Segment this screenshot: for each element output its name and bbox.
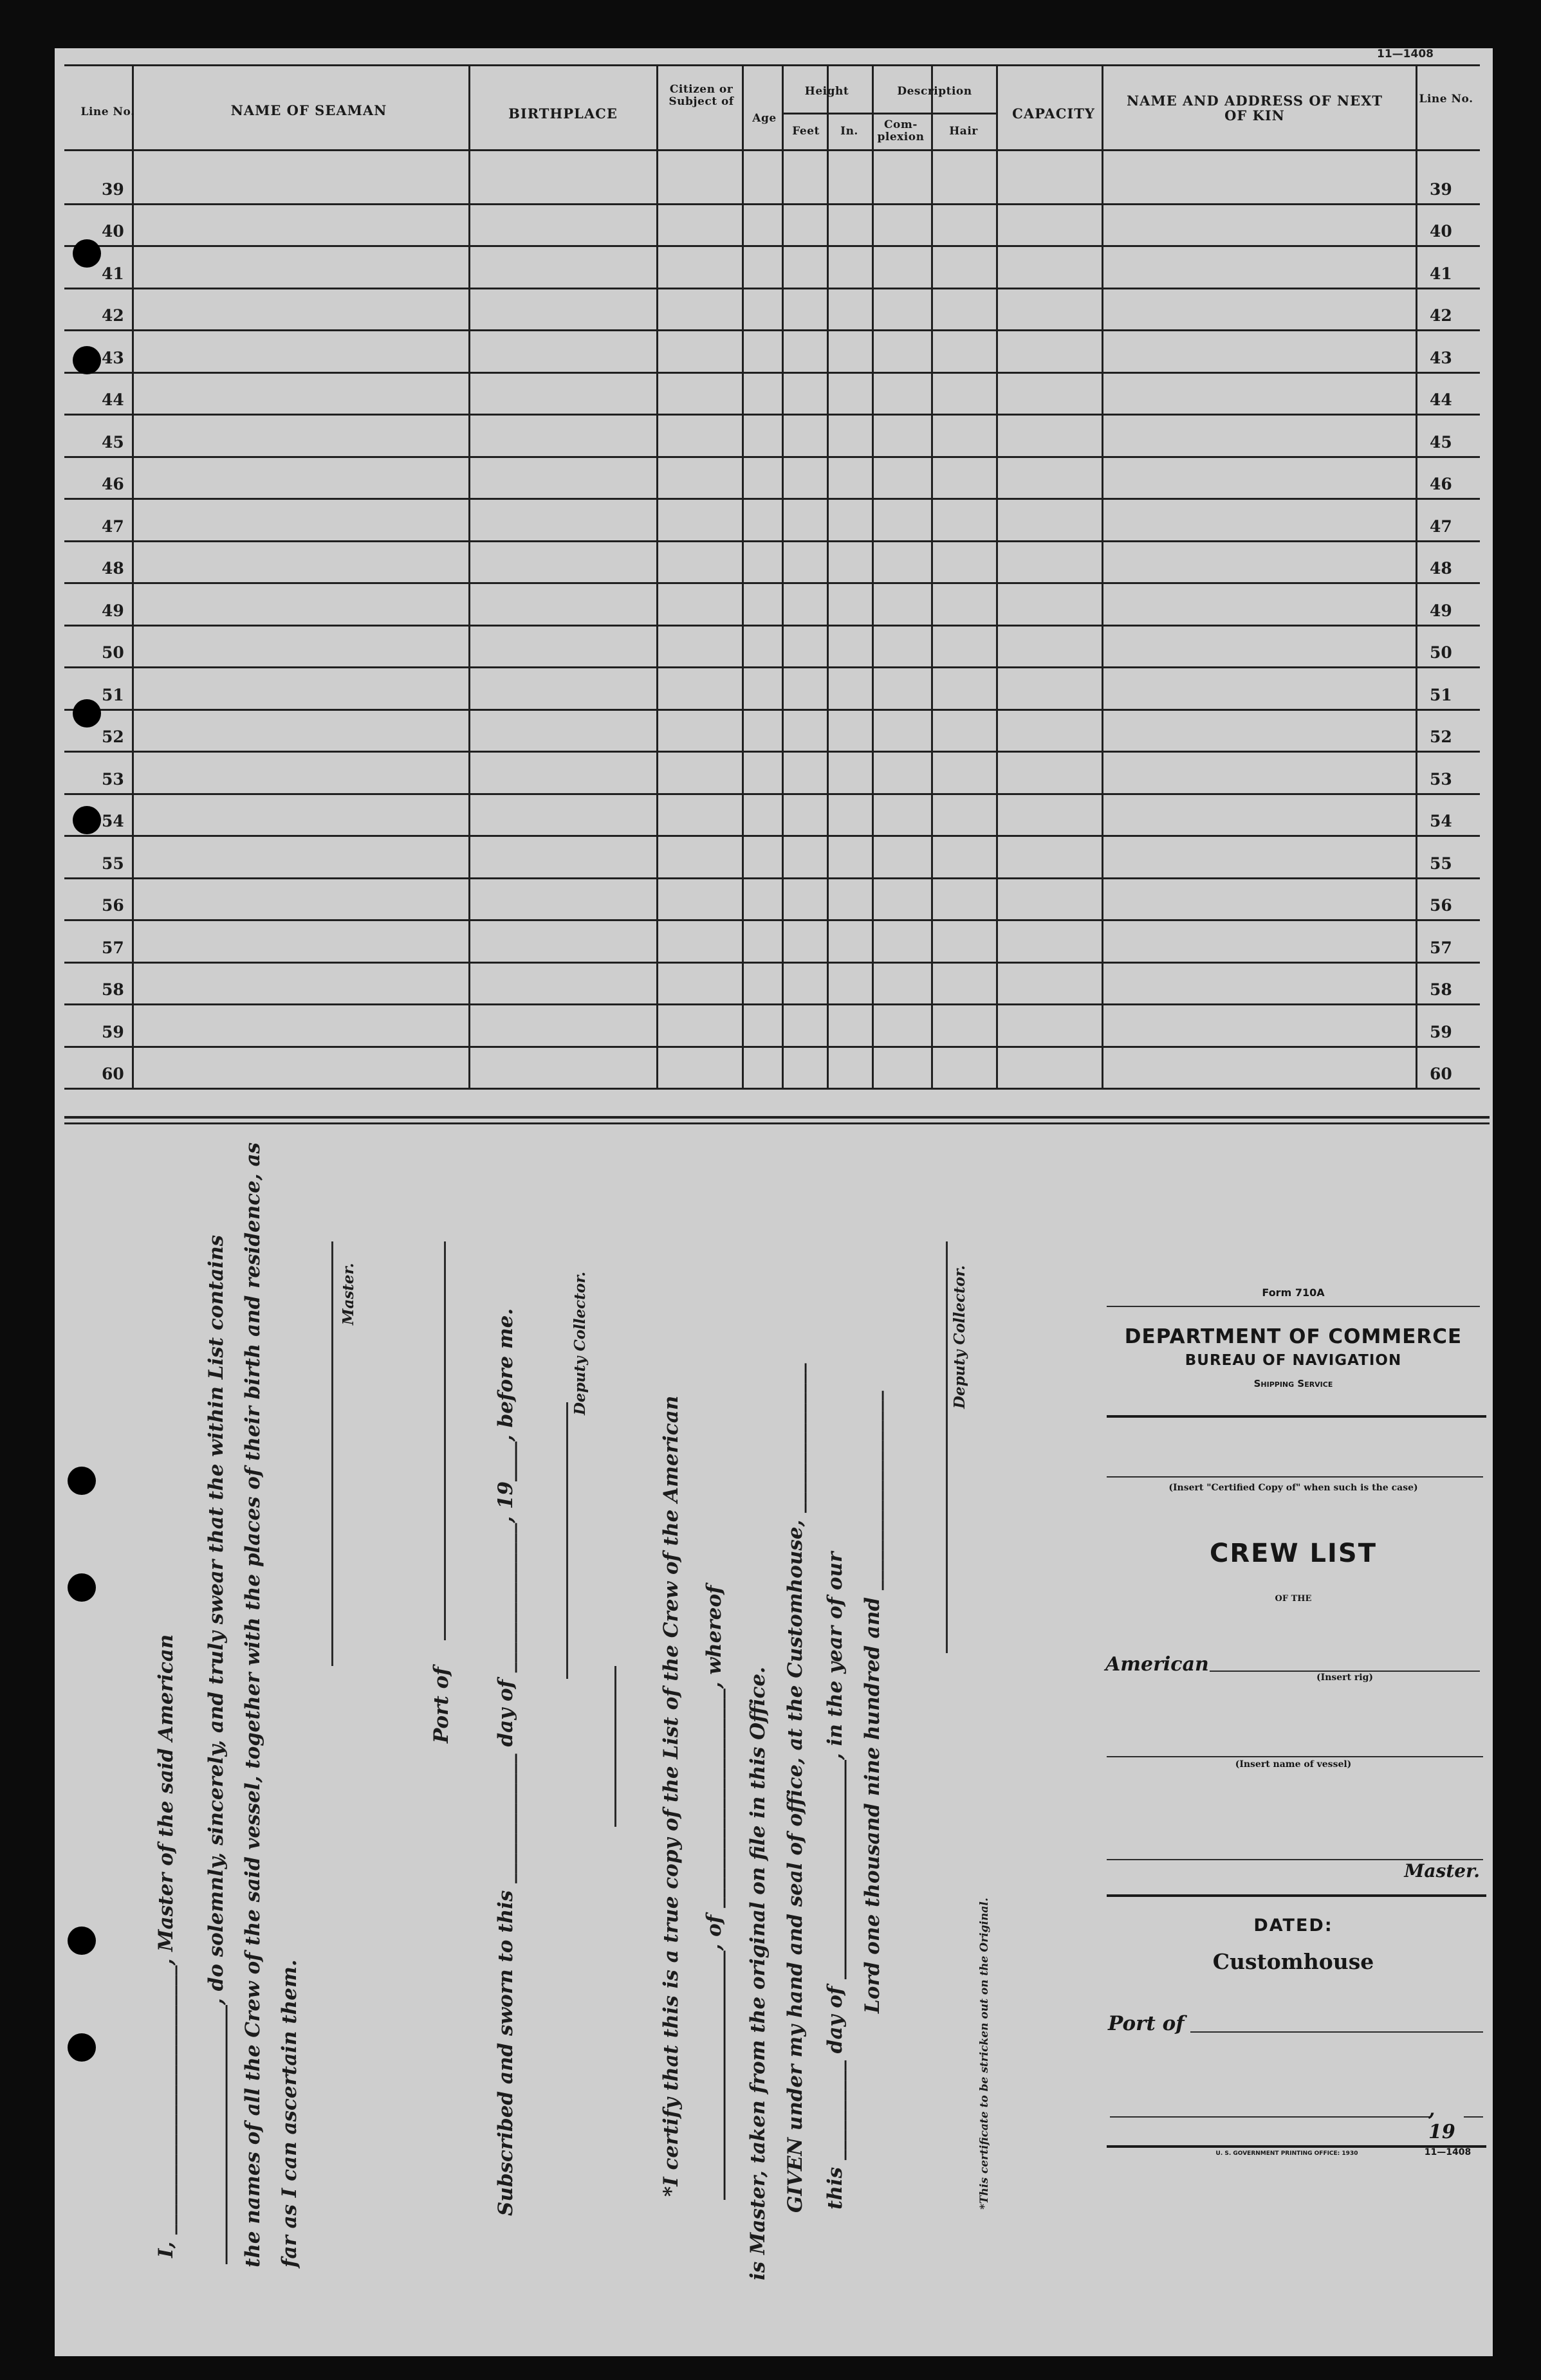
- cover-bureau: BUREAU OF NAVIGATION: [1185, 1352, 1402, 1369]
- certificate-line-5: this __________ day of ______________________, in the year of our: [824, 1552, 847, 2210]
- row-number-right: 44: [1430, 390, 1452, 409]
- cover-crew-list: CREW LIST: [1210, 1539, 1377, 1568]
- cover-insert-certified: (Insert "Certified Copy of" when such is the case): [1168, 1483, 1418, 1493]
- cover-rig-line: [1210, 1671, 1480, 1672]
- cover-date-line: [1110, 2116, 1432, 2118]
- cover-year: , 19: [1428, 2098, 1455, 2143]
- row-rule: [64, 666, 1480, 668]
- grid-line: [782, 64, 784, 1088]
- row-number-right: 47: [1430, 517, 1452, 536]
- row-number-right: 60: [1430, 1065, 1452, 1083]
- row-number-right: 51: [1430, 686, 1452, 704]
- row-rule: [64, 625, 1480, 627]
- sub-header-rule: [872, 113, 996, 114]
- row-number: 47: [102, 517, 124, 536]
- row-rule: [64, 962, 1480, 964]
- punch-hole: [73, 806, 101, 834]
- row-rule: [64, 793, 1480, 795]
- punch-hole: [73, 699, 101, 728]
- column-rule: [132, 64, 134, 1088]
- row-number-right: 49: [1430, 601, 1452, 620]
- column-rule: [1416, 64, 1417, 1088]
- cover-rule: [1107, 1894, 1486, 1897]
- punch-hole: [68, 1467, 96, 1495]
- row-rule: [64, 540, 1480, 542]
- separator-line: [614, 1666, 616, 1827]
- certificate-deputy-collector: Deputy Collector.: [951, 1265, 968, 1409]
- row-rule: [64, 835, 1480, 837]
- header-complexion: Com-plexion: [877, 118, 925, 143]
- row-number-right: 50: [1430, 643, 1452, 662]
- row-number: 52: [102, 728, 124, 746]
- punch-hole: [68, 2033, 96, 2062]
- row-number: 43: [102, 349, 124, 367]
- header-age: Age: [752, 112, 777, 125]
- row-number: 40: [102, 222, 124, 241]
- column-rule: [827, 64, 829, 1088]
- row-rule: [64, 877, 1480, 879]
- master-label: Master.: [340, 1263, 357, 1325]
- row-number-right: 48: [1430, 559, 1452, 578]
- cover-year-line: [1464, 2116, 1483, 2118]
- cover-printing-office: U. S. GOVERNMENT PRINTING OFFICE: 1930: [1215, 2150, 1358, 2157]
- row-number: 57: [102, 938, 124, 957]
- column-rule: [1102, 64, 1103, 1088]
- oath-line-3: the names of all the Crew of the said vessel, together with the places of their birth and residence, as: [241, 1142, 264, 2267]
- row-number-right: 53: [1430, 770, 1452, 789]
- header-inches: In.: [840, 125, 858, 138]
- column-rule: [872, 64, 874, 1088]
- cover-port-line: [1190, 2031, 1483, 2033]
- header-line-no: Line No.: [80, 105, 135, 118]
- cover-form-number-bottom: 11—1408: [1424, 2147, 1472, 2157]
- row-rule: [64, 329, 1480, 331]
- row-rule: [64, 751, 1480, 753]
- cover-port-of: Port of: [1108, 2012, 1185, 2035]
- row-number: 50: [102, 643, 124, 662]
- port-of-line: [444, 1241, 446, 1640]
- cover-insert-vessel: (Insert name of vessel): [1235, 1759, 1352, 1770]
- row-number-right: 43: [1430, 349, 1452, 367]
- row-number-right: 39: [1430, 180, 1452, 199]
- row-number: 39: [102, 180, 124, 199]
- row-rule: [64, 203, 1480, 205]
- cover-american: American: [1105, 1653, 1209, 1676]
- certificate-line-2: _________________________, of ______________________, whereof: [703, 1585, 726, 2200]
- row-number: 44: [102, 390, 124, 409]
- table-bottom-rule: [64, 1122, 1490, 1124]
- column-rule: [468, 64, 470, 1088]
- row-number-right: 52: [1430, 728, 1452, 746]
- header-birthplace: BIRTHPLACE: [508, 105, 618, 122]
- header-next-of-kin: NAME AND ADDRESS OF NEXT OF KIN: [1126, 93, 1383, 124]
- column-rule: [656, 64, 658, 1088]
- header-line-no-right: Line No.: [1419, 93, 1473, 105]
- column-rule: [931, 64, 933, 1088]
- certificate-footnote: *This certificate to be stricken out on the Original.: [978, 1898, 991, 2210]
- row-rule: [64, 582, 1480, 584]
- cover-department: DEPARTMENT OF COMMERCE: [1124, 1325, 1463, 1348]
- row-rule: [64, 1046, 1480, 1048]
- table-bottom-rule: [64, 1116, 1490, 1119]
- row-number-right: 55: [1430, 854, 1452, 873]
- row-number-right: 54: [1430, 812, 1452, 830]
- oath-line-1: I, ___________________________, Master of the said American: [154, 1634, 178, 2258]
- cover-master: Master.: [1404, 1860, 1480, 1881]
- form-sheet: [55, 48, 1493, 2356]
- cover-vessel-line: [1107, 1756, 1483, 1757]
- cover-dated: DATED:: [1253, 1916, 1333, 1936]
- row-number: 55: [102, 854, 124, 873]
- deputy-collector-line: [566, 1402, 568, 1679]
- header-feet: Feet: [792, 125, 820, 138]
- row-rule: [64, 372, 1480, 374]
- master-signature-line: [331, 1241, 333, 1666]
- cover-of-the: OF THE: [1275, 1594, 1312, 1604]
- row-rule: [64, 919, 1480, 921]
- row-number-right: 56: [1430, 896, 1452, 915]
- row-number: 53: [102, 770, 124, 789]
- punch-hole: [73, 239, 101, 268]
- row-number-right: 46: [1430, 475, 1452, 493]
- row-number: 51: [102, 686, 124, 704]
- row-number: 54: [102, 812, 124, 830]
- cover-insert-rig: (Insert rig): [1316, 1672, 1373, 1683]
- row-rule: [64, 288, 1480, 289]
- row-number: 41: [102, 264, 124, 283]
- row-number-right: 57: [1430, 938, 1452, 957]
- cover-rule: [1107, 1415, 1486, 1418]
- sub-header-rule: [782, 113, 872, 114]
- row-number: 48: [102, 559, 124, 578]
- punch-hole: [73, 346, 101, 374]
- certificate-line-4: GIVEN under my hand and seal of office, at the Customhouse, _______________: [784, 1363, 807, 2213]
- cover-service: Shipping Service: [1253, 1378, 1333, 1389]
- row-number-right: 41: [1430, 264, 1452, 283]
- deputy-collector-line-2: [946, 1241, 948, 1653]
- row-number: 60: [102, 1065, 124, 1083]
- row-rule: [64, 414, 1480, 416]
- cover-top-rule: [1107, 1306, 1480, 1307]
- table-top-rule: [64, 64, 1480, 66]
- row-number: 49: [102, 601, 124, 620]
- header-description: Description: [897, 85, 972, 98]
- row-rule: [64, 1003, 1480, 1005]
- row-rule: [64, 1088, 1480, 1090]
- row-rule: [64, 709, 1480, 711]
- oath-line-2: __________________________, do solemnly, sincerely, and truly swear that the within List contains: [205, 1234, 228, 2264]
- header-capacity: CAPACITY: [1012, 105, 1095, 122]
- header-height: Height: [804, 85, 849, 98]
- punch-hole: [68, 1573, 96, 1602]
- row-number: 56: [102, 896, 124, 915]
- certificate-line-6: Lord one thousand nine hundred and ____________________: [861, 1391, 884, 2013]
- oath-subscribed: Subscribed and sworn to this _____________ day of _______________, 19____, before me.: [494, 1308, 517, 2216]
- certificate-line-3: is Master, taken from the original on file in this Office.: [746, 1667, 770, 2280]
- cover-customhouse: Customhouse: [1212, 1949, 1374, 1974]
- row-number: 59: [102, 1023, 124, 1041]
- oath-port-of: Port of: [430, 1667, 453, 1743]
- certificate-line-1: *I certify that this is a true copy of the List of the Crew of the American: [660, 1395, 683, 2197]
- header-name-of-seaman: NAME OF SEAMAN: [230, 102, 387, 118]
- header-hair: Hair: [949, 125, 978, 138]
- row-rule: [64, 498, 1480, 500]
- row-number-right: 40: [1430, 222, 1452, 241]
- row-rule: [64, 245, 1480, 247]
- header-bottom-rule: [64, 149, 1480, 151]
- cover-form-number: Form 710A: [1262, 1286, 1325, 1299]
- row-rule: [64, 456, 1480, 458]
- row-number-right: 58: [1430, 980, 1452, 999]
- row-number-right: 45: [1430, 433, 1452, 452]
- punch-hole: [68, 1927, 96, 1955]
- oath-deputy-collector: Deputy Collector.: [571, 1271, 589, 1415]
- column-rule: [996, 64, 998, 1088]
- oath-line-4: far as I can ascertain them.: [278, 1959, 301, 2267]
- row-number: 46: [102, 475, 124, 493]
- row-number-right: 59: [1430, 1023, 1452, 1041]
- row-number: 58: [102, 980, 124, 999]
- form-number-top: 11—1408: [1377, 48, 1434, 60]
- row-number-right: 42: [1430, 306, 1452, 325]
- column-rule: [742, 64, 744, 1088]
- header-citizen: Citizen or Subject of: [669, 83, 734, 108]
- cover-rule: [1107, 1476, 1483, 1478]
- row-number: 45: [102, 433, 124, 452]
- row-number: 42: [102, 306, 124, 325]
